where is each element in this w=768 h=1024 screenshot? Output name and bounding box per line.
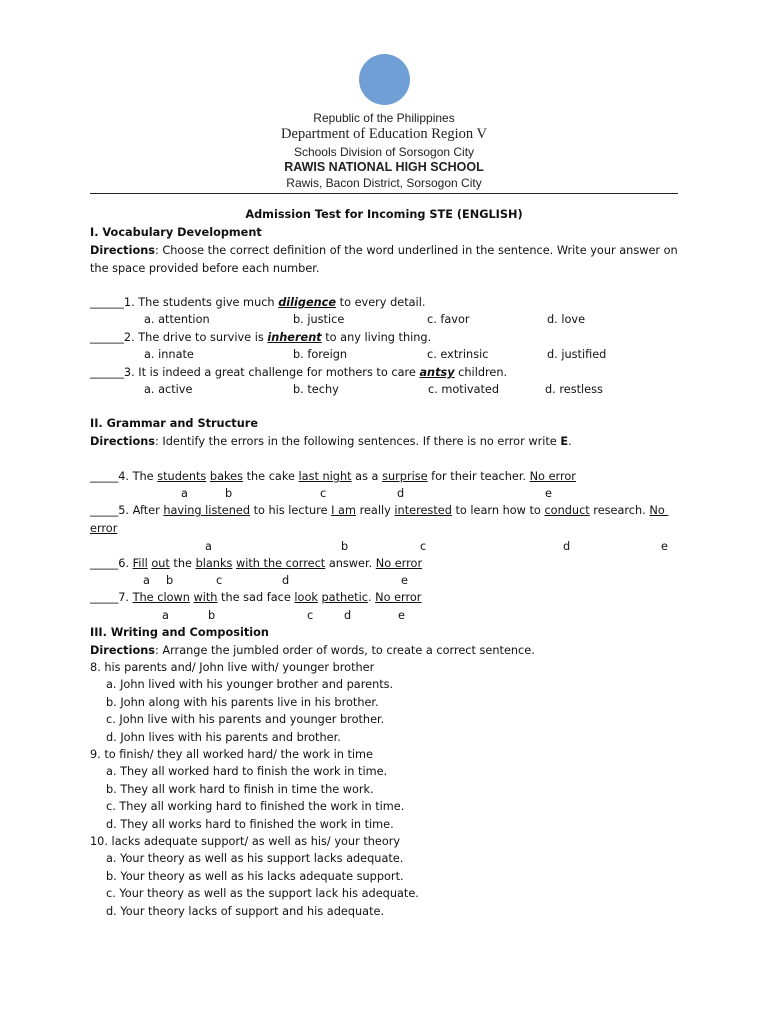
q3-choice-b: b. techy: [293, 383, 339, 396]
q3-choice-d: d. restless: [545, 383, 603, 396]
question-1: ______1. The students give much diligence to every detail.: [90, 296, 426, 309]
q9-choice-d: d. They all works hard to finished the work in time.: [106, 818, 394, 831]
q2-choice-c: c. extrinsic: [427, 348, 489, 361]
q2-choice-b: b. foreign: [293, 348, 348, 361]
header-division: Schools Division of Sorsogon City: [293, 145, 475, 159]
q1-choice-d: d. love: [547, 313, 586, 326]
section3-directions: Directions: Arrange the jumbled order of words, to create a correct sentence.: [90, 644, 535, 657]
q7-letter-e: e: [398, 609, 405, 622]
q7-letter-b: b: [208, 609, 216, 622]
school-seal-logo: [359, 54, 410, 105]
answer-blank: ______: [90, 296, 124, 309]
section1-heading: I. Vocabulary Development: [90, 226, 262, 239]
header-divider: [90, 193, 678, 194]
header-department: Department of Education Region V: [281, 126, 487, 142]
answer-blank: _____: [90, 591, 119, 604]
question-6: _____6. Fill out the blanks with the correct answer. No error: [90, 557, 423, 570]
question-8: 8. his parents and/ John live with/ younger brother: [90, 661, 375, 674]
question-7: _____7. The clown with the sad face look pathetic. No error: [90, 591, 422, 604]
question-5: _____5. After having listened to his lecture I am really interested to learn how to conduct research. No: [90, 504, 669, 517]
q7-letter-c: c: [307, 609, 314, 622]
q8-choice-b: b. John along with his parents live in his brother.: [106, 696, 379, 709]
q10-choice-a: a. Your theory as well as his support lacks adequate.: [106, 852, 404, 865]
question-4: _____4. The students bakes the cake last night as a surprise for their teacher. No error: [90, 470, 576, 483]
q4-letter-d: d: [397, 487, 405, 500]
q9-choice-a: a. They all worked hard to finish the work in time.: [106, 765, 388, 778]
q5-continuation: error: [90, 522, 118, 535]
answer-blank: _____: [90, 470, 119, 483]
q4-letter-b: b: [225, 487, 233, 500]
section1-directions: Directions: Choose the correct definition of the word underlined in the sentence. Write your answer on: [90, 244, 678, 257]
q8-choice-a: a. John lived with his younger brother and parents.: [106, 678, 394, 691]
underlined-word: antsy: [419, 366, 455, 379]
q9-choice-c: c. They all working hard to finished the work in time.: [106, 800, 405, 813]
q6-letter-b: b: [166, 574, 174, 587]
q5-letter-c: c: [420, 540, 427, 553]
section3-heading: III. Writing and Composition: [90, 626, 269, 639]
answer-blank: ______: [90, 331, 124, 344]
q9-choice-b: b. They all work hard to finish in time the work.: [106, 783, 374, 796]
header-address: Rawis, Bacon District, Sorsogon City: [286, 176, 482, 190]
q8-choice-d: d. John lives with his parents and brother.: [106, 731, 341, 744]
answer-blank: ______: [90, 366, 124, 379]
answer-blank: _____: [90, 557, 119, 570]
header-school: RAWIS NATIONAL HIGH SCHOOL: [284, 160, 484, 174]
question-10: 10. lacks adequate support/ as well as his/ your theory: [90, 835, 401, 848]
q10-choice-b: b. Your theory as well as his lacks adequate support.: [106, 870, 404, 883]
answer-blank: _____: [90, 504, 119, 517]
q5-letter-b: b: [341, 540, 349, 553]
q1-choice-c: c. favor: [427, 313, 470, 326]
q6-letter-a: a: [143, 574, 150, 587]
q6-letter-d: d: [282, 574, 290, 587]
q4-letter-a: a: [181, 487, 188, 500]
q2-choice-d: d. justified: [547, 348, 607, 361]
q5-letter-a: a: [205, 540, 212, 553]
question-3: ______3. It is indeed a great challenge for mothers to care antsy children.: [90, 366, 508, 379]
q4-letter-c: c: [320, 487, 327, 500]
q6-letter-e: e: [401, 574, 408, 587]
q4-letter-e: e: [545, 487, 552, 500]
section2-heading: II. Grammar and Structure: [90, 417, 258, 430]
underlined-word: diligence: [278, 296, 337, 309]
question-9: 9. to finish/ they all worked hard/ the work in time: [90, 748, 373, 761]
q7-letter-a: a: [162, 609, 169, 622]
underlined-word: inherent: [267, 331, 322, 344]
q3-choice-c: c. motivated: [428, 383, 500, 396]
section1-directions-cont: the space provided before each number.: [90, 262, 320, 275]
q1-choice-b: b. justice: [293, 313, 345, 326]
q5-letter-e: e: [661, 540, 668, 553]
q10-choice-c: c. Your theory as well as the support lack his adequate.: [106, 887, 419, 900]
q2-choice-a: a. innate: [144, 348, 194, 361]
q3-choice-a: a. active: [144, 383, 193, 396]
header-republic: Republic of the Philippines: [313, 111, 455, 125]
q6-letter-c: c: [216, 574, 223, 587]
q1-choice-a: a. attention: [144, 313, 210, 326]
q7-letter-d: d: [344, 609, 352, 622]
test-title: Admission Test for Incoming STE (ENGLISH): [245, 208, 523, 221]
section2-directions: Directions: Identify the errors in the following sentences. If there is no error write E.: [90, 435, 572, 448]
q8-choice-c: c. John live with his parents and younger brother.: [106, 713, 385, 726]
question-2: ______2. The drive to survive is inherent to any living thing.: [90, 331, 432, 344]
q10-choice-d: d. Your theory lacks of support and his adequate.: [106, 905, 385, 918]
q5-letter-d: d: [563, 540, 571, 553]
